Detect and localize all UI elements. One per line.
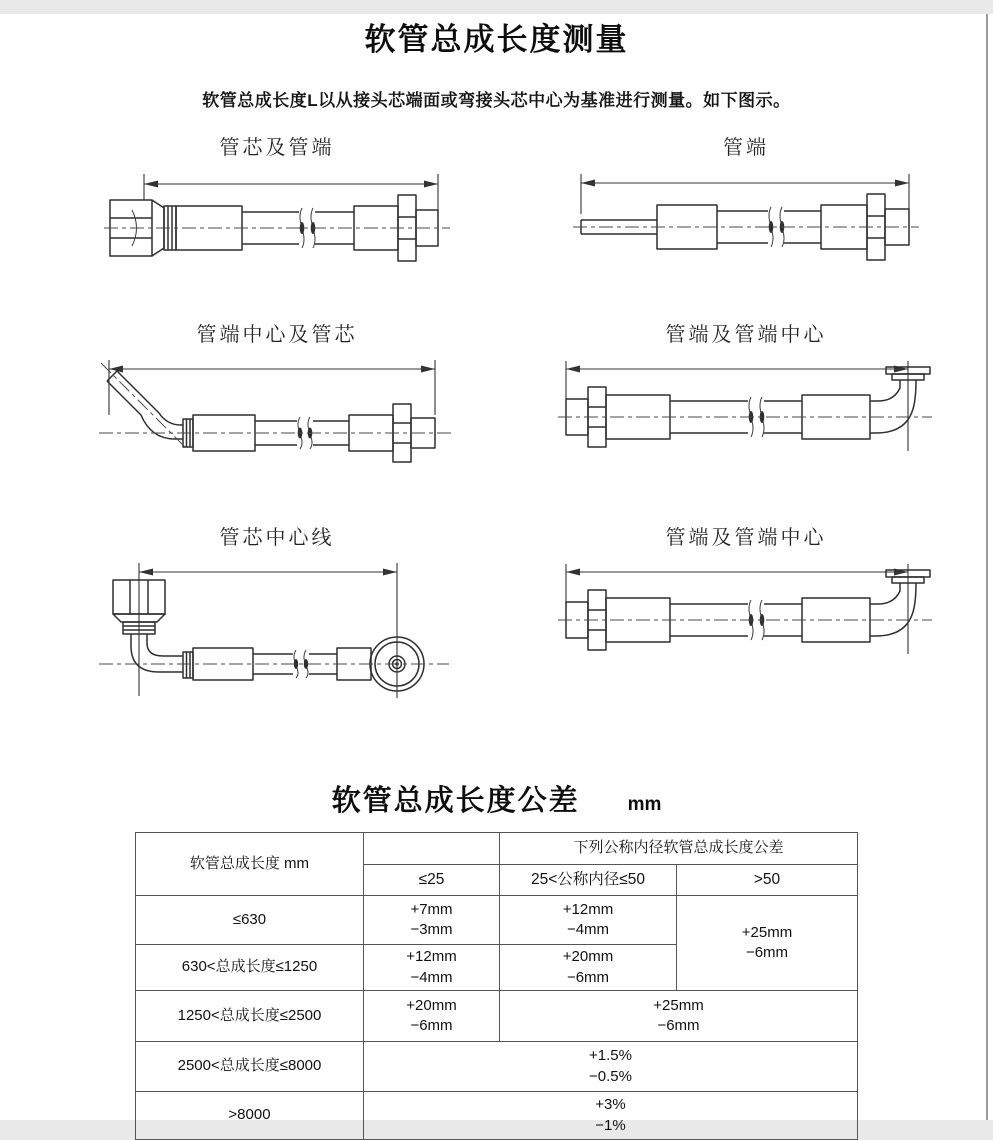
figure-label: 管端及管端中心 <box>665 324 827 346</box>
cell-tol-0-d2: +12mm −4mm <box>499 896 676 945</box>
cell-tol-4-all: +3% −1% <box>363 1092 857 1140</box>
figure-label: 管端中心及管芯 <box>196 324 358 346</box>
cell-tol-2-d23: +25mm −6mm <box>499 991 857 1042</box>
hose-diagram-core-and-end <box>102 170 452 266</box>
cell-tol-2-d1: +20mm −6mm <box>363 991 499 1042</box>
document-page <box>0 14 993 1134</box>
figure-label: 管端 <box>723 137 769 159</box>
header-empty-cell <box>363 833 499 865</box>
header-span: 下列公称内径软管总成长度公差 <box>499 833 857 865</box>
cell-tol-0-d1: +7mm −3mm <box>363 896 499 945</box>
header-d2: 25<公称内径≤50 <box>499 865 676 896</box>
figure-label: 管端及管端中心 <box>665 527 827 549</box>
scan-edge-line <box>986 14 988 1120</box>
header-d1: ≤25 <box>363 865 499 896</box>
header-length: 软管总成长度 mm <box>135 833 363 896</box>
hose-diagram-end-and-end-center-2 <box>556 560 936 660</box>
figure-tube-end <box>541 131 951 266</box>
tolerance-section-title <box>0 778 993 819</box>
unit-label: mm <box>627 794 662 815</box>
cell-range-2: 1250<总成长度≤2500 <box>135 991 363 1042</box>
figure-grid <box>0 111 993 700</box>
hose-diagram-tube-end <box>571 170 921 262</box>
figure-label: 管芯及管端 <box>219 137 335 159</box>
cell-tol-1-d2: +20mm −6mm <box>499 945 676 991</box>
figure-label: 管芯中心线 <box>219 527 335 549</box>
cell-tol-merged-d3: +25mm −6mm <box>676 896 857 991</box>
figure-core-and-end <box>82 131 472 266</box>
hose-diagram-end-and-end-center <box>556 357 936 457</box>
cell-range-1: 630<总成长度≤1250 <box>135 945 363 991</box>
figure-end-and-end-center <box>541 318 951 469</box>
header-d3: >50 <box>676 865 857 896</box>
cell-tol-3-all: +1.5% −0.5% <box>363 1042 857 1092</box>
hose-diagram-core-centerline <box>97 560 457 700</box>
hose-diagram-end-center-and-core <box>97 357 457 469</box>
page-title: 软管总成长度测量 <box>364 22 629 57</box>
cell-range-3: 2500<总成长度≤8000 <box>135 1042 363 1092</box>
tolerance-table <box>135 832 858 1140</box>
figure-end-center-and-core <box>82 318 472 469</box>
cell-tol-1-d1: +12mm −4mm <box>363 945 499 991</box>
figure-end-and-end-center-2 <box>541 521 951 700</box>
intro-text: 软管总成长度L以从接头芯端面或弯接头芯中心为基准进行测量。如下图示。 <box>202 91 791 110</box>
cell-range-0: ≤630 <box>135 896 363 945</box>
cell-range-4: >8000 <box>135 1092 363 1140</box>
figure-core-centerline <box>82 521 472 700</box>
table-title: 软管总成长度公差 <box>331 785 580 817</box>
